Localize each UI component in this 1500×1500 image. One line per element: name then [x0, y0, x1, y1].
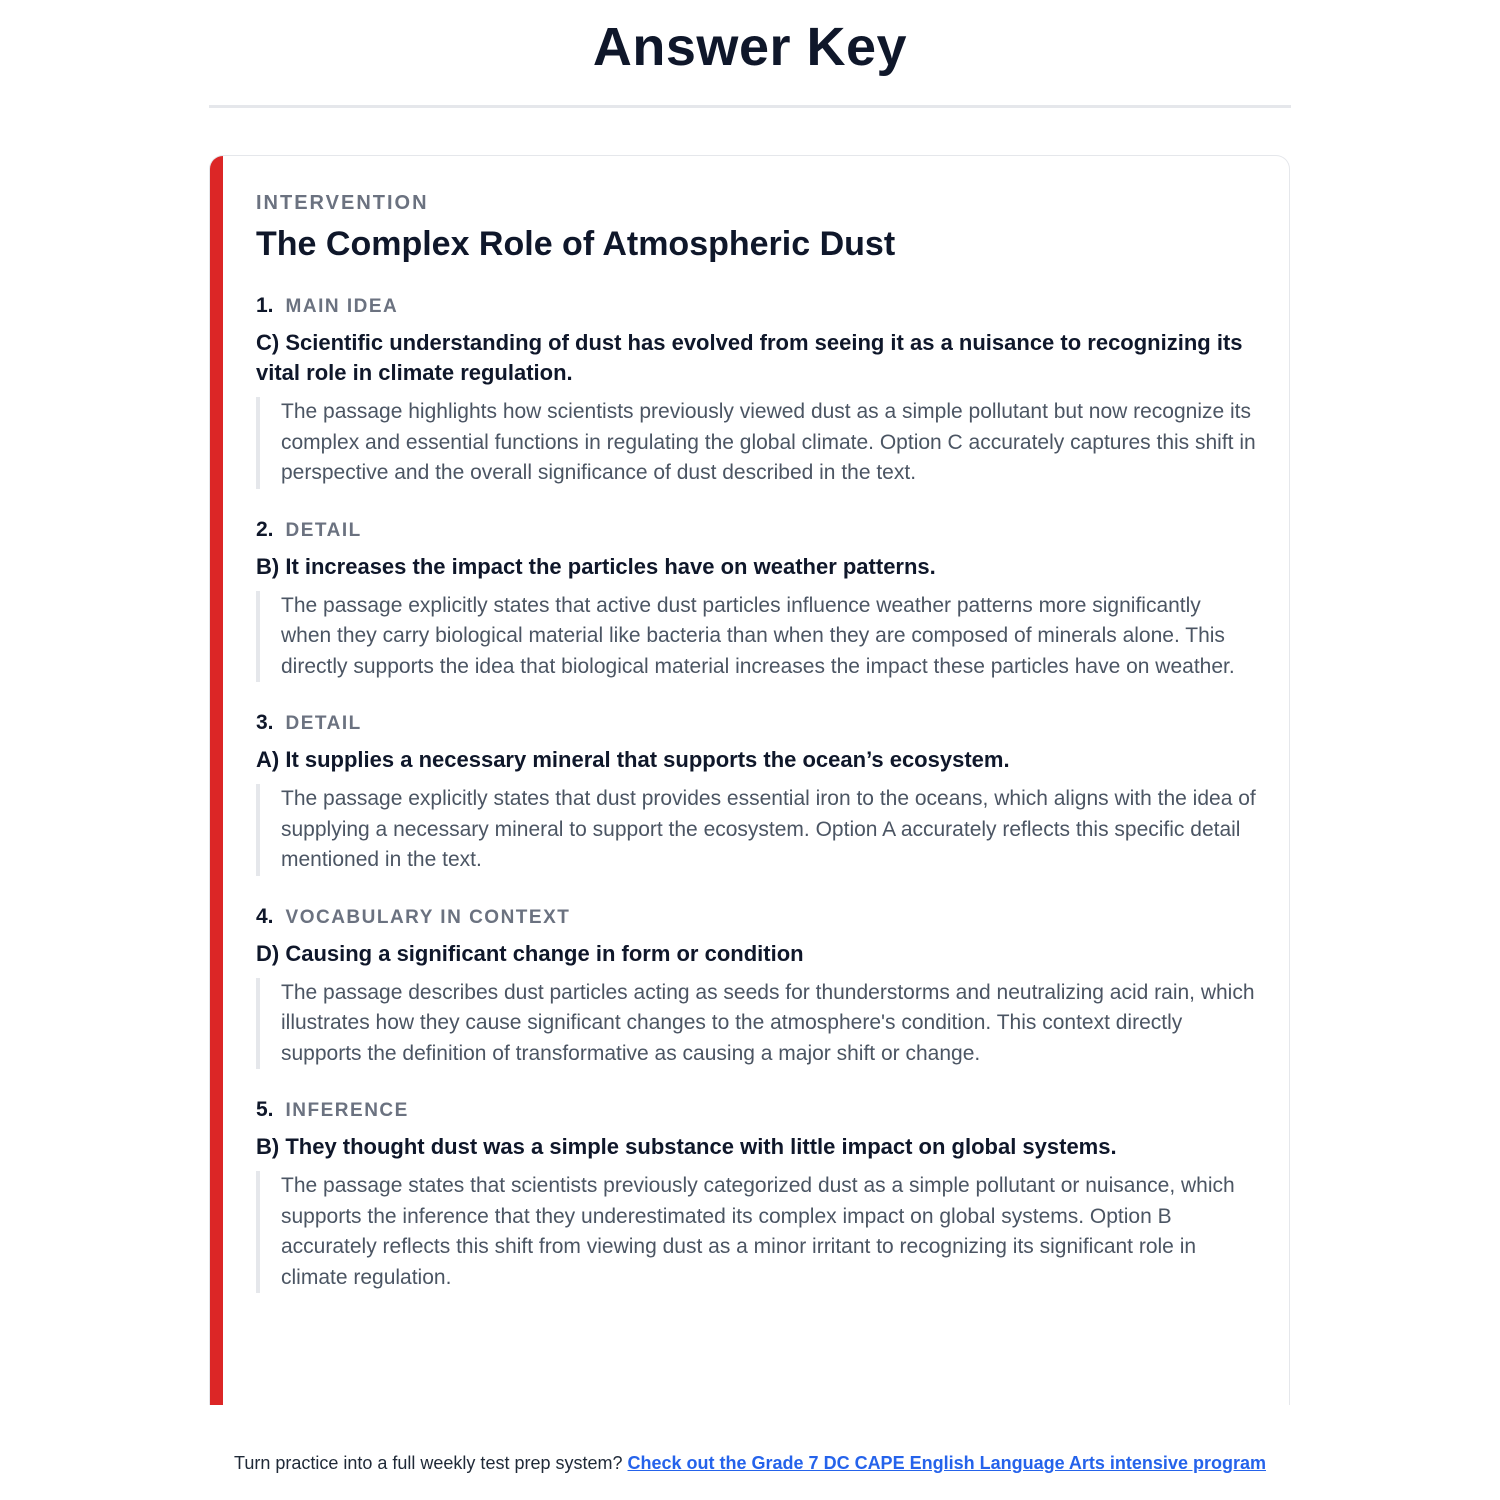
question-number: 3. — [256, 711, 274, 734]
question-header — [256, 1095, 1256, 1126]
footer-text: Turn practice into a full weekly test prep system? — [234, 1453, 623, 1473]
answer-explanation: The passage highlights how scientists previously viewed dust as a simple pollutant but now recognize its complex and essential functions in regulating the global climate. Option C accurately captures this shift in perspective and the overall significance of dust described in the text. — [256, 397, 1256, 489]
question-header — [256, 708, 1256, 739]
correct-answer: C) Scientific understanding of dust has evolved from seeing it as a nuisance to recognizing its vital role in climate regulation. — [256, 330, 1243, 385]
correct-answer: A) It supplies a necessary mineral that supports the ocean’s ecosystem. — [256, 747, 1010, 772]
title-divider — [209, 105, 1291, 108]
footer-promo — [0, 1449, 1500, 1477]
question-header — [256, 902, 1256, 933]
question-type: DETAIL — [285, 713, 362, 734]
correct-answer: D) Causing a significant change in form or condition — [256, 940, 804, 966]
question-header — [256, 291, 1256, 322]
question-type: VOCABULARY IN CONTEXT — [285, 906, 571, 928]
correct-answer: B) It increases the impact the particles have on weather patterns. — [256, 553, 936, 579]
question-number: 2. — [256, 517, 274, 541]
question-type: INFERENCE — [285, 1100, 409, 1121]
question-item — [256, 902, 1256, 1070]
question-number: 5. — [256, 1098, 274, 1121]
card-body — [256, 189, 1256, 1293]
question-item — [256, 708, 1256, 876]
correct-answer: B) They thought dust was a simple substance with little impact on global systems. — [256, 1134, 1117, 1159]
question-item — [256, 1095, 1256, 1293]
program-link[interactable]: Check out the Grade 7 DC CAPE English Language Arts intensive program — [627, 1453, 1266, 1473]
card-accent-bar — [210, 156, 223, 1405]
question-number: 1. — [256, 294, 274, 317]
answer-explanation: The passage states that scientists previously categorized dust as a simple pollutant or nuisance, which supports the inference that they underestimated its complex impact on global systems. Option B accurately reflects this shift from viewing dust as a minor irritant to recognizing its significant role in climate regulation. — [256, 1171, 1256, 1293]
question-type: DETAIL — [285, 519, 362, 541]
question-header — [256, 515, 1256, 546]
card-kicker: INTERVENTION — [256, 192, 429, 214]
question-type: MAIN IDEA — [285, 296, 399, 317]
question-item — [256, 515, 1256, 683]
answer-key-card — [209, 155, 1290, 1405]
question-number: 4. — [256, 904, 274, 928]
answer-explanation: The passage describes dust particles acting as seeds for thunderstorms and neutralizing acid rain, which illustrates how they cause significant changes to the atmosphere's condition. This context directly supports the definition of transformative as causing a major shift or change. — [256, 978, 1256, 1070]
answer-explanation: The passage explicitly states that active dust particles influence weather patterns more significantly when they carry biological material like bacteria than when they are composed of minerals alone. This directly supports the idea that biological material increases the impact these particles have on weather. — [256, 591, 1256, 683]
answer-explanation: The passage explicitly states that dust provides essential iron to the oceans, which aligns with the idea of supplying a necessary mineral to support the ecosystem. Option A accurately reflects this specific detail mentioned in the text. — [256, 784, 1256, 876]
passage-title: The Complex Role of Atmospheric Dust — [256, 225, 896, 263]
question-item — [256, 291, 1256, 489]
page-title: Answer Key — [592, 17, 908, 77]
